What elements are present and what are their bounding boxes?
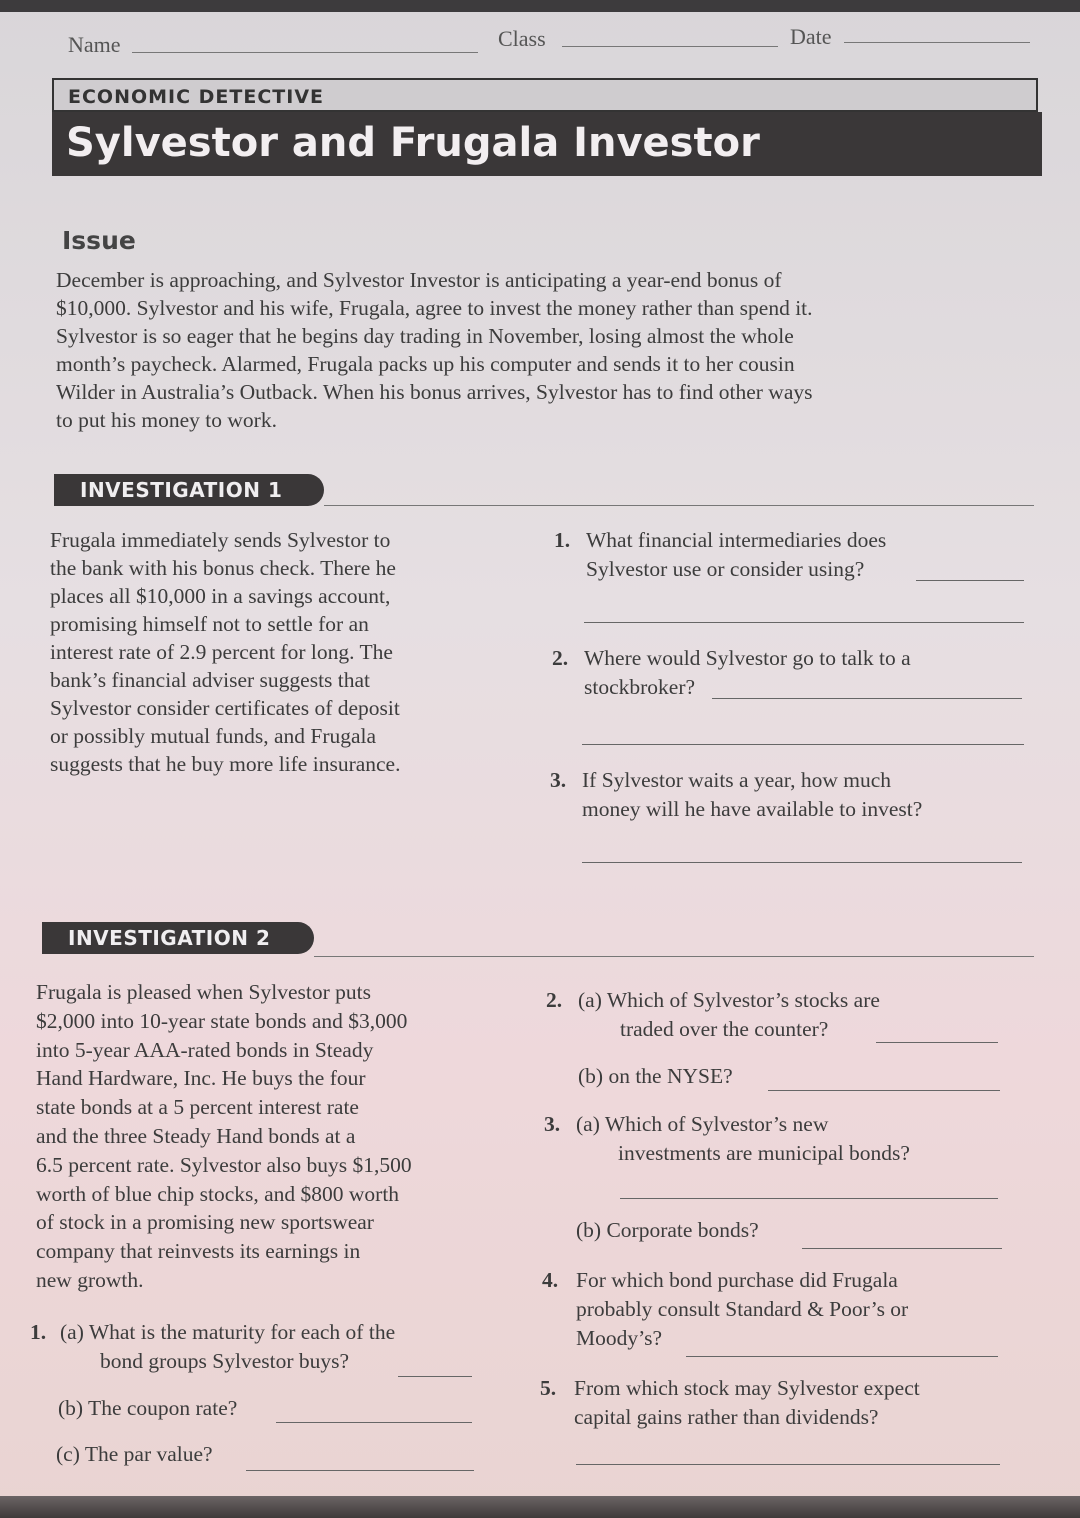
issue-paragraph xyxy=(56,266,956,434)
question-text: From which stock may Sylvestor expect xyxy=(574,1376,920,1400)
question-text: For which bond purchase did Frugala xyxy=(576,1268,898,1292)
name-label: Name xyxy=(68,32,121,57)
question-text: money will he have available to invest? xyxy=(582,797,923,821)
answer-blank[interactable] xyxy=(582,744,1024,745)
inv2-question-1c: (c) The par value? xyxy=(56,1442,213,1466)
question-text: investments are municipal bonds? xyxy=(618,1141,910,1165)
issue-heading: Issue xyxy=(62,226,136,255)
date-label: Date xyxy=(790,24,832,49)
question-text: capital gains rather than dividends? xyxy=(574,1405,879,1429)
issue-line: Sylvestor is so eager that he begins day trading in November, losing almost the whole xyxy=(56,324,794,348)
question-number: 2. xyxy=(546,988,563,1012)
inv1-question-2 xyxy=(552,644,1022,702)
text-line: places all $10,000 in a savings account, xyxy=(50,584,391,608)
inv2-question-3 xyxy=(544,1110,1004,1168)
issue-line: to put his money to work. xyxy=(56,408,277,432)
inv2-question-3b: (b) Corporate bonds? xyxy=(576,1218,759,1242)
investigation-1-label: INVESTIGATION 1 xyxy=(54,474,324,506)
text-line: into 5-year AAA-rated bonds in Steady xyxy=(36,1037,374,1062)
question-number: 1. xyxy=(554,528,571,552)
answer-blank[interactable] xyxy=(620,1198,998,1199)
question-text: Sylvestor use or consider using? xyxy=(586,557,865,581)
answer-blank[interactable] xyxy=(802,1248,1002,1249)
question-text: Moody’s? xyxy=(576,1326,662,1350)
question-text: (a) What is the maturity for each of the xyxy=(60,1320,396,1344)
answer-blank[interactable] xyxy=(916,580,1024,581)
question-number: 1. xyxy=(30,1320,47,1344)
investigation-2-label: INVESTIGATION 2 xyxy=(42,922,314,954)
answer-blank[interactable] xyxy=(582,862,1022,863)
inv2-question-5 xyxy=(540,1374,1010,1432)
text-line: interest rate of 2.9 percent for long. The xyxy=(50,640,393,664)
text-line: suggests that he buy more life insurance. xyxy=(50,752,401,776)
text-line: company that reinvests its earnings in xyxy=(36,1239,361,1264)
class-field[interactable] xyxy=(562,46,778,47)
text-line: Frugala immediately sends Sylvestor to xyxy=(50,528,391,552)
answer-blank[interactable] xyxy=(576,1464,1000,1465)
answer-blank[interactable] xyxy=(398,1376,472,1377)
investigation-2-text xyxy=(36,978,486,1295)
question-text: bond groups Sylvestor buys? xyxy=(100,1349,350,1373)
text-line: promising himself not to settle for an xyxy=(50,612,369,636)
question-number: 3. xyxy=(544,1112,561,1136)
answer-blank[interactable] xyxy=(768,1090,1000,1091)
answer-blank[interactable] xyxy=(686,1356,998,1357)
inv2-question-1b: (b) The coupon rate? xyxy=(58,1396,238,1420)
inv1-question-1 xyxy=(554,526,1024,584)
text-line: Hand Hardware, Inc. He buys the four xyxy=(36,1066,366,1091)
question-text: probably consult Standard & Poor’s or xyxy=(576,1297,909,1321)
text-line: the bank with his bonus check. There he xyxy=(50,556,396,580)
question-text: (a) Which of Sylvestor’s new xyxy=(576,1112,829,1136)
inv2-question-2 xyxy=(546,986,1006,1044)
text-line: new growth. xyxy=(36,1267,144,1292)
text-line: worth of blue chip stocks, and $800 worth xyxy=(36,1181,400,1206)
issue-line: Wilder in Australia’s Outback. When his bonus arrives, Sylvestor has to find other ways xyxy=(56,380,813,404)
text-line: 6.5 percent rate. Sylvestor also buys $1,500 xyxy=(36,1152,412,1177)
issue-line: month’s paycheck. Alarmed, Frugala packs up his computer and sends it to her cousin xyxy=(56,352,795,376)
page-title: Sylvestor and Frugala Investor xyxy=(52,112,1042,176)
title-banner xyxy=(52,78,1042,176)
question-text: If Sylvestor waits a year, how much xyxy=(582,768,892,792)
text-line: or possibly mutual funds, and Frugala xyxy=(50,724,377,748)
question-text: (a) Which of Sylvestor’s stocks are xyxy=(578,988,880,1012)
question-text: traded over the counter? xyxy=(620,1017,829,1041)
answer-blank[interactable] xyxy=(276,1422,472,1423)
inv2-question-1 xyxy=(30,1318,480,1376)
question-number: 3. xyxy=(550,768,567,792)
photo-bottom-edge xyxy=(0,1496,1080,1518)
answer-blank[interactable] xyxy=(876,1042,998,1043)
question-number: 4. xyxy=(542,1268,559,1292)
class-label: Class xyxy=(498,26,546,51)
question-number: 2. xyxy=(552,646,569,670)
answer-blank[interactable] xyxy=(712,698,1022,699)
inv1-question-3 xyxy=(550,766,1020,824)
text-line: Sylvestor consider certificates of deposit xyxy=(50,696,400,720)
worksheet-header xyxy=(68,26,1030,56)
banner-subtitle: ECONOMIC DETECTIVE xyxy=(52,78,1038,112)
investigation-2-rule xyxy=(314,956,1034,957)
answer-blank[interactable] xyxy=(584,622,1024,623)
name-field[interactable] xyxy=(132,52,478,53)
question-text: stockbroker? xyxy=(584,675,696,699)
issue-line: December is approaching, and Sylvestor Investor is anticipating a year-end bonus of xyxy=(56,268,782,292)
investigation-1-text xyxy=(50,526,470,778)
text-line: Frugala is pleased when Sylvestor puts xyxy=(36,980,371,1004)
question-number: 5. xyxy=(540,1376,557,1400)
investigation-1-rule xyxy=(324,505,1034,506)
date-field[interactable] xyxy=(844,42,1030,43)
question-text: Where would Sylvestor go to talk to a xyxy=(584,646,911,670)
text-line: bank’s financial adviser suggests that xyxy=(50,668,371,692)
text-line: of stock in a promising new sportswear xyxy=(36,1210,374,1235)
issue-line: $10,000. Sylvestor and his wife, Frugala, agree to invest the money rather than spend it. xyxy=(56,296,813,320)
text-line: state bonds at a 5 percent interest rate xyxy=(36,1095,359,1120)
inv2-question-4 xyxy=(542,1266,1002,1353)
photo-top-edge xyxy=(0,0,1080,12)
text-line: and the three Steady Hand bonds at a xyxy=(36,1123,356,1148)
inv2-question-2b: (b) on the NYSE? xyxy=(578,1064,733,1088)
question-text: What financial intermediaries does xyxy=(586,528,887,552)
answer-blank[interactable] xyxy=(246,1470,474,1471)
text-line: $2,000 into 10-year state bonds and $3,000 xyxy=(36,1008,408,1033)
